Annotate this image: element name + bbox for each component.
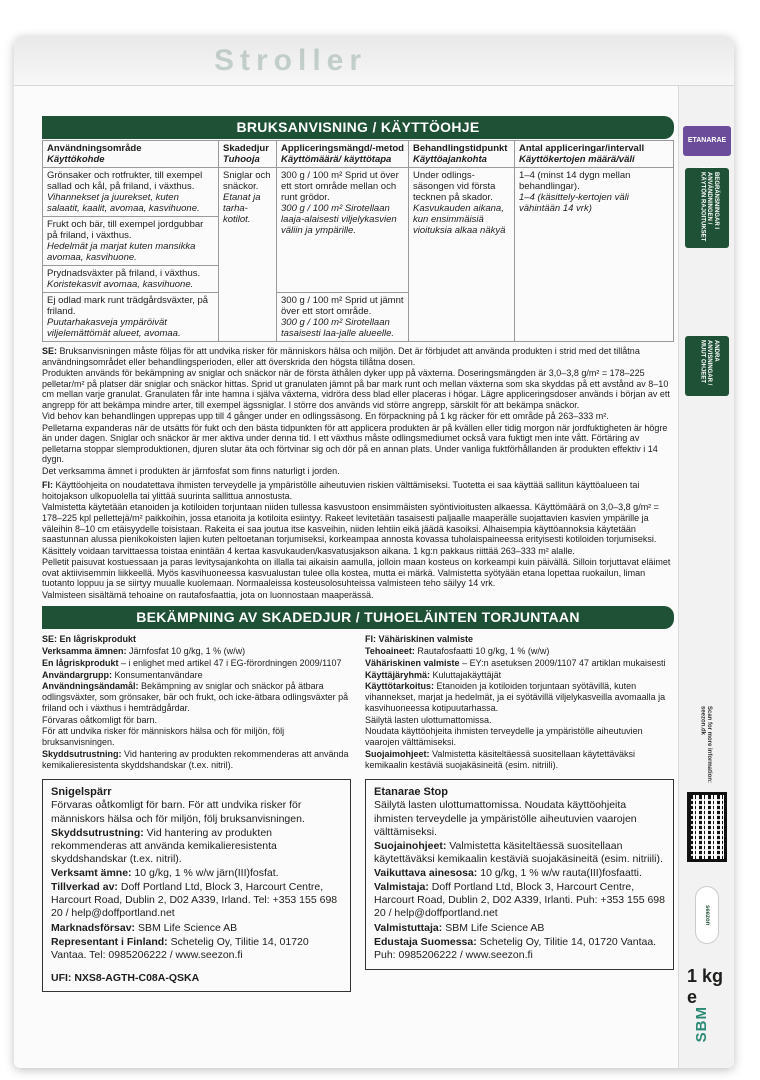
pest-control-sv: SE: En lågriskprodukt Verksamma ämnen: Järnfosfat 10 g/kg, 1 % (w/w) En lågriskprodukt – i enlighet med artikel 47 i EG-förordningen 2009/1107 Användargrupp: Konsumentanvändare Användningsändamål: Bekämpning av sniglar och snäckor på ätbara odlingsväxter, som grönsaker, bär och frukt, och icke-ätbara odlingsväxter på friland och i växthus i hemträdgårdar. Förvaras oåtkomligt för barn. För att undvika risker för människors hälsa och för miljön, följ bruksanvisningen. Skyddsutrustning: Vid hantering av produkten rekommenderas att använda kemikalieresistenta skyddshandskar (t.ex. nitril). Snigelspärr Förvaras oåtkomligt för barn. För att undvika risker för människors hälsa och för miljön, följ bruksanvisningen. Skyddsutrustning: Vid hantering av produkten rekommenderas att använda kemikalieresistenta skyddshandskar (t.ex. nitril). Verksamt ämne: 10 g/kg, 1 % w/w järn(III)fosfat. Tillverkad av: Doff Portland Ltd, Block 3, Harcourt Centre, Harcourt Road, Dublin 2, D02 A339, Irland. Tel: +353 155 698 20 / help@doffportland.net Marknadsförsav: SBM Life Science AB Representant i Finland: Schetelig Oy, Tilitie 14, 01720 Vantaa. Tel: 0985206222 / www.seezon.fi UFI: NXS8-AGTH-C08A-QSKA (42, 634, 351, 992)
ufi-code: UFI: NXS8-AGTH-C08A-QSKA (51, 971, 200, 984)
area-cell: Frukt och bär, till exempel jordgubbar på friland, i växthus. Hedelmät ja marjat kuten mansikka avomaa, kasvihuone. (43, 217, 219, 266)
dose-cell-1: 300 g / 100 m² Sprid ut över ett stort område mellan och runt grödor. 300 g / 100 m² Sirotellaan laaja-alaisesti viljelykasvien väliin ja ympärille. (277, 168, 409, 293)
area-cell: Ej odlad mark runt trädgårdsväxter, på friland. Puutarhakasveja ympäröivät viljelemättömät alueet, avomaa. (43, 293, 219, 342)
sv-paragraph: Pelletarna expanderas när de utsätts för fukt och den bästa tidpunkten för att applicera produkten är på kvällen eller tidig morgon när jordfuktigheten är högre än under dagen. Sniglar och snäckor är mer aktiva under denna tid. I ett växthus måste odlingsmediumet också vara fuktigt men inte vått. Förtäring av pelletarna stoppar slemproduktionen, djuren slutar äta och förtvinar sig och dör på en annan plats. Under vanliga fuktförhållanden är produkten effektiv i 14 dygn. (42, 422, 668, 465)
fi-paragraph: Käsittely voidaan tarvittaessa toistaa enintään 4 kertaa kasvukauden/kasvatusjakson aikana. 1 kg:n pakkaus riittää 263–333 m² alalle. (42, 545, 575, 556)
side-green-block: BEGRÄNSNINGAR I ANVÄNDNINGEN / KÄYTÖN RAJOITUKSET (685, 168, 729, 248)
instructions-fi (42, 480, 674, 600)
product-package-back (14, 36, 734, 1068)
label-content (42, 116, 674, 1056)
header-count: Antal appliceringar/intervall Käyttökertojen määrä/väli (515, 141, 674, 168)
section-title-usage: BRUKSANVISNING / KÄYTTÖOHJE (42, 116, 674, 139)
side-tab-label: ETANARAE (683, 126, 731, 156)
seezon-logo: seezon (695, 886, 719, 944)
section-title-pest-control: BEKÄMPNING AV SKADEDJUR / TUHOELÄINTEN TORJUNTAAN (42, 606, 674, 629)
label-box-fi: Etanarae Stop Säilytä lasten ulottumattomissa. Noudata käyttöohjeita ihmisten terveydelle ja ympäristölle aiheutuvien vaarojen välttämiseksi. Suojainohjeet: Valmistetta käsiteltäessä suositellaan käytettäväksi kemikaalin kestäviä suojakäsineitä (esim. nitriili). Vaikuttava ainesosa: 10 g/kg, 1 % w/w rauta(III)fosfaatti. Valmistaja: Doff Portland Ltd, Block 3, Harcourt Centre, Harcourt Road, Dublin 2, D02 A339, Irlanti. Puh: +353 155 698 20 / help@doffportland.net Valmistuttaja: SBM Life Science AB Edustaja Suomessa: Schetelig Oy, Tilitie 14, 01720 Vantaa. Puh: 0985206222 / www.seezon.fi (365, 779, 674, 970)
area-cell: Prydnadsväxter på friland, i växthus. Koristekasvit avomaa, kasvihuone. (43, 266, 219, 293)
dose-cell-2: 300 g / 100 m² Sprid ut jämnt över ett stort område. 300 g / 100 m² Sirotellaan tasaisesti laa-jalle alueelle. (277, 293, 409, 342)
net-weight: 1 kg e (687, 966, 724, 1007)
header-dose: Appliceringsmängd/-metod Käyttömäärä/ käyttötapa (277, 141, 409, 168)
instructions-sv (42, 346, 674, 476)
area-cell: Grönsaker och rotfrukter, till exempel sallad och kål, på friland, i växthus. Vihannekset ja juurekset, kuten salaatit, kaalit, avomaa, kasvihuone. (43, 168, 219, 217)
pest-control-columns (42, 634, 674, 992)
header-pest: Skadedjur Tuhoojа (219, 141, 277, 168)
box-title: Snigelspärr (51, 785, 112, 798)
qr-code-pattern (691, 798, 723, 856)
sv-paragraph: Vid behov kan behandlingen upprepas upp till 4 gånger under en odlingssäsong. En förpackning på 1 kg räcker för ett område på 263–333 m². (42, 411, 609, 422)
fi-paragraph: Valmistetta käytetään etanoiden ja kotiloiden torjuntaan niiden tullessa kasvustoon ensimmäisten syöntivioitusten alkaessa. Käyttömäärä on 3,0–3,8 g/m² = 178–225 kpl pellettejä/m² paikkoihin, jossa etanoita ja kotiloita esiintyy. Rakeet levitetään tasaisesti paljaalle maaperälle suojattavien kasvien ympärille ja väleihin 8–10 cm etäisyydelle toisistaan. Rakeita ei saa joutua itse kasveihin, niiden lehtiin eikä jäädä kasoiksi. Alhaisempia käyttöannoksia käytetään saastunnan alussa pienikokoisten lajien kuten peltoetanan torjumiseksi, korkeampaa annosta kovassa tuholaispaineessa erityisesti kotiloiden torjumiseksi. (42, 502, 659, 545)
package-top-fold (14, 36, 734, 86)
count-cell: 1–4 (minst 14 dygn mellan behandlingar). 1–4 (käsittely-kertojen väli vähintään 14 vrk) (515, 168, 674, 342)
usage-table-header (43, 141, 674, 168)
pest-cell: Sniglar och snäckor. Etanat ja tarha-kotilot. (219, 168, 277, 342)
fi-paragraph: Pelletit paisuvat kostuessaan ja paras levitysajankohta on illalla tai aikaisin aamulla, jolloin maan kosteus on korkeampi kuin päivällä. Silloin torjuttavat eläimet ovat aktiivisemmin liikkeellä. Myös kasvihuoneessa kasvualustan tulee olla kostea, mutta ei märkä. Valmistetta syötyään etana lopettaa ruokailun, liman tuotanto loppuu ja se siirtyy muualle kuolemaan. Normaaleissa kosteusolosuhteissa valmisteen teho säilyy 14 vrk. (42, 557, 671, 589)
usage-table (42, 140, 674, 342)
sv-paragraph: SE: Bruksanvisningen måste följas för att undvika risker för människors hälsa och miljön. Det är förbjudet att använda produkten i strid med det tillåtna användningsområdet eller behandlingsperioden, eller att överskrida den högsta tillåtna dosen. (42, 346, 640, 367)
brand-ghost-text: Stroller (214, 44, 368, 77)
box-title: Etanarae Stop (374, 785, 448, 798)
scan-text: Scan for more information: seezon.dk (699, 706, 713, 784)
side-green-block: ANDRA ANVISNINGAR / MUUT OHJEET (685, 336, 729, 396)
time-cell: Under odlings-säsongen vid första tecknen på skador. Kasvukauden aikana, kun ensimmäisiä vioituksia alkaa näkyä (409, 168, 515, 342)
sbm-logo: SBM (693, 1006, 710, 1043)
label-box-sv: Snigelspärr Förvaras oåtkomligt för barn. För att undvika risker för människors hälsa och för miljön, följ bruksanvisningen. Skyddsutrustning: Vid hantering av produkten rekommenderas att använda kemikalieresistenta skyddshandskar (t.ex. nitril). Verksamt ämne: 10 g/kg, 1 % w/w järn(III)fosfat. Tillverkad av: Doff Portland Ltd, Block 3, Harcourt Centre, Harcourt Road, Dublin 2, D02 A339, Irland. Tel: +353 155 698 20 / help@doffportland.net Marknadsförsav: SBM Life Science AB Representant i Finland: Schetelig Oy, Tilitie 14, 01720 Vantaa. Tel: 0985206222 / www.seezon.fi UFI: NXS8-AGTH-C08A-QSKA (42, 779, 351, 992)
pest-control-fi: FI: Vähäriskinen valmiste Tehoaineet: Rautafosfaatti 10 g/kg, 1 % (w/w) Vähäriskinen valmiste – EY:n asetuksen 2009/1107 47 artiklan mukaisesti Käyttäjäryhmä: Kuluttajakäyttäjät Käyttötarkoitus: Etanoiden ja kotiloiden torjuntaan syötävillä, kuten vihannekset, marjat ja hedelmät, ja ei syötävillä viljelykasveilla avomaalla ja kasvihuoneessa kotipuutarhassa. Säilytä lasten ulottumattomissa. Noudata käyttöohjeita ihmisten terveydelle ja ympäristölle aiheutuvien vaarojen välttämiseksi. Suojaimohjeet: Valmistetta käsiteltäessä suositellaan käytettäväksi kemikaalin kestäviä suojakäsineitä (esim. nitriili). Etanarae Stop Säilytä lasten ulottumattomissa. Noudata käyttöohjeita ihmisten terveydelle ja ympäristölle aiheutuvien vaarojen välttämiseksi. Suojainohjeet: Valmistetta käsiteltäessä suositellaan käytettäväksi kemikaalin kestäviä suojakäsineitä (esim. nitriili). Vaikuttava ainesosa: 10 g/kg, 1 % w/w rauta(III)fosfaatti. Valmistaja: Doff Portland Ltd, Block 3, Harcourt Centre, Harcourt Road, Dublin 2, D02 A339, Irlanti. Puh: +353 155 698 20 / help@doffportland.net Valmistuttaja: SBM Life Science AB Edustaja Suomessa: Schetelig Oy, Tilitie 14, 01720 Vantaa. Puh: 0985206222 / www.seezon.fi (365, 634, 674, 992)
sv-paragraph: Produkten används för bekämpning av sniglar och snäckor när de första äthålen dyker upp på växterna. Doseringsmängden är 3,0–3,8 g/m² = 178–225 pelletar/m² på platser där sniglar och snäckor hittas. Sprid ut granulaten jämnt på bar mark runt och mellan växterna som ska skyddas på ett avstånd av 8–10 cm mellan varje granulat. Granulaten får inte hamna i själva växterna, vidröra dess blad eller placeras i högar. Lägre appliceringsdoser används i början av ett angrepp för att bekämpa mindre arter, till exempel ägssniglar. I större dos används vid större angrepp, särskilt för att bekämpa snäckor. (42, 368, 670, 410)
fi-paragraph: FI: Käyttöohjeita on noudatettava ihmisten terveydelle ja ympäristölle aiheutuvien riskien välttämiseksi. Tuotetta ei saa käyttää sallitun käyttöalueen tai hoitojakson ulkopuolella tai ylittää suurinta sallittua annostusta. (42, 480, 640, 501)
header-area: Användningsområde Käyttökohde (43, 141, 219, 168)
fi-paragraph: Valmisteen sisältämä tehoaine on rautafosfaattia, jota on luonnostaan maaperässä. (42, 589, 374, 600)
sv-paragraph: Det verksamma ämnet i produkten är järnfosfat som finns naturligt i jorden. (42, 465, 340, 476)
side-panel (678, 86, 734, 1068)
table-row (43, 168, 674, 217)
header-time: Behandlingstidpunkt Käyttöajankohta (409, 141, 515, 168)
